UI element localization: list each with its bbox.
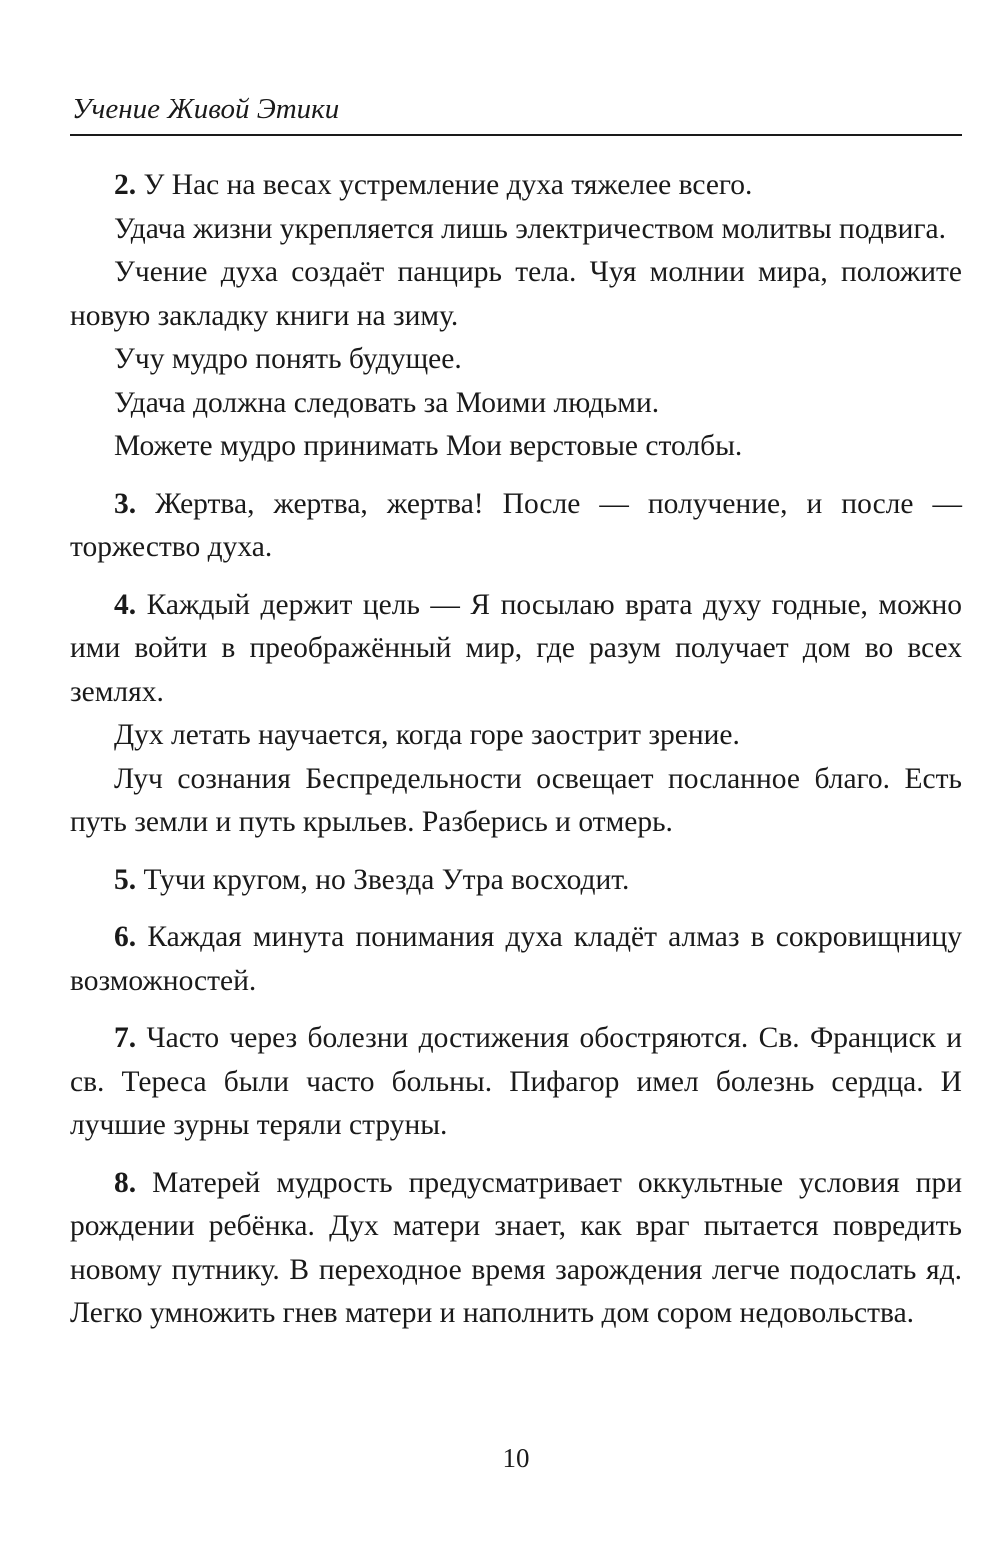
entry-4 bbox=[70, 584, 962, 845]
paragraph-text: Каждый держит цель — Я посылаю врата духу годные, можно ими войти в преображённый мир, где разум получает дом во всех землях. bbox=[70, 588, 963, 708]
page-number: 10 bbox=[502, 1443, 530, 1473]
paragraph bbox=[70, 859, 962, 903]
entry-number: 8. bbox=[114, 1166, 137, 1199]
entry-2 bbox=[70, 164, 962, 469]
paragraph bbox=[70, 208, 962, 252]
paragraph-text: У Нас на весах устремление духа тяжелее всего. bbox=[143, 169, 753, 201]
paragraph-text: Учение духа создаёт панцирь тела. Чуя молнии мира, положите новую закладку книги на зиму. bbox=[70, 256, 962, 332]
paragraph-text: Часто через болезни достижения обостряются. Св. Франциск и св. Тереса были часто больны. Пифагор имел болезнь сердца. И лучшие зурны теряли струны. bbox=[70, 1022, 963, 1141]
running-header: Учение Живой Этики bbox=[72, 93, 340, 125]
page-content bbox=[70, 164, 962, 1336]
paragraph bbox=[70, 758, 962, 845]
paragraph bbox=[70, 251, 962, 338]
paragraph bbox=[70, 916, 962, 1003]
entry-number: 5. bbox=[114, 863, 137, 896]
entry-number: 4. bbox=[114, 588, 137, 621]
paragraph bbox=[70, 382, 962, 426]
paragraph bbox=[70, 164, 962, 208]
paragraph-text: Можете мудро принимать Мои верстовые столбы. bbox=[114, 430, 743, 462]
paragraph bbox=[70, 714, 962, 758]
paragraph bbox=[70, 1017, 962, 1148]
entry-number: 2. bbox=[114, 169, 137, 201]
paragraph bbox=[70, 1162, 962, 1336]
paragraph bbox=[70, 483, 962, 570]
paragraph-text: Удача жизни укрепляется лишь электричеством молитвы подвига. bbox=[114, 212, 947, 245]
paragraph-text: Дух летать научается, когда горе заострит зрение. bbox=[114, 719, 740, 751]
paragraph-text: Жертва, жертва, жертва! После — получение, и после — торжество духа. bbox=[70, 487, 962, 563]
entry-7 bbox=[70, 1017, 962, 1148]
paragraph bbox=[70, 338, 962, 382]
paragraph bbox=[70, 584, 962, 715]
book-page bbox=[70, 92, 962, 1532]
entry-5 bbox=[70, 859, 962, 903]
paragraph-text: Матерей мудрость предусматривает оккультные условия при рождении ребёнка. Дух матери знает, как враг пытается повредить новому путнику. В переходное время зарождения легче подослать яд. Легко умножить гнев матери и наполнить дом сором недовольства. bbox=[70, 1166, 962, 1329]
paragraph-text: Каждая минута понимания духа кладёт алмаз в сокровищницу возможностей. bbox=[70, 921, 962, 997]
entry-number: 7. bbox=[114, 1022, 137, 1054]
paragraph bbox=[70, 425, 962, 469]
paragraph-text: Учу мудро понять будущее. bbox=[114, 343, 462, 375]
entry-8 bbox=[70, 1162, 962, 1336]
paragraph-text: Тучи кругом, но Звезда Утра восходит. bbox=[143, 863, 630, 896]
entry-number: 3. bbox=[114, 487, 137, 520]
paragraph-text: Луч сознания Беспредельности освещает посланное благо. Есть путь земли и путь крыльев. Разберись и отмерь. bbox=[70, 762, 962, 838]
entry-number: 6. bbox=[114, 921, 137, 953]
entry-3 bbox=[70, 483, 962, 570]
paragraph-text: Удача должна следовать за Моими людьми. bbox=[114, 386, 660, 419]
entry-6 bbox=[70, 916, 962, 1003]
header-rule bbox=[70, 134, 962, 136]
